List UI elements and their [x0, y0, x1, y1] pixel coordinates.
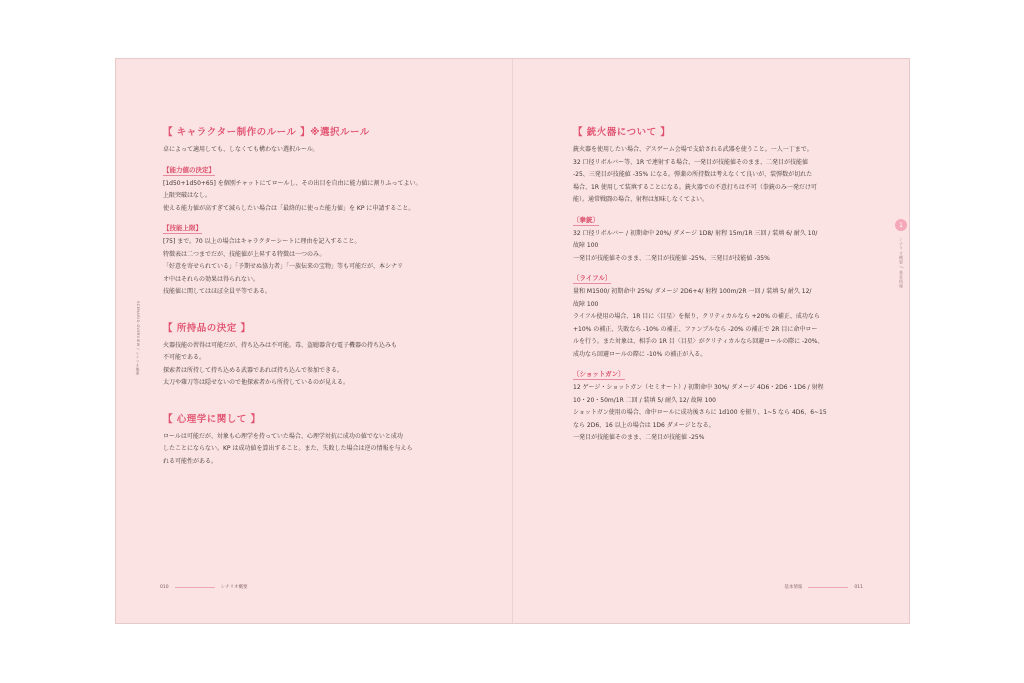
paragraph: 故障 100 [573, 242, 599, 249]
left-side-running-text: SCENARIO OVERVIEW / シナリオ概要 [136, 301, 140, 376]
paragraph: ショットガン使用の場合、命中ロールに成功後さらに 1d100 を振り、1~5 なら 4D6、6~15 [573, 409, 827, 416]
section-heading-firearms: 【 銃火器について 】 [573, 127, 671, 138]
section-heading-psychology: 【 心理学に関して 】 [163, 413, 261, 425]
subheading-skill-cap: 【技能上限】 [163, 224, 202, 232]
paragraph: ライフル使用の場合、1R 目に〈目星〉を振り、クリティカルなら +20% の補正、成功なら [573, 313, 820, 320]
left-page-content [163, 124, 463, 468]
folio-rule [175, 587, 215, 588]
paragraph: なら 2D6、16 以上の場合は 1D6 ダメージとなる。 [573, 421, 715, 429]
folio-label: 基本情報 [784, 585, 803, 590]
right-page-content [573, 124, 873, 445]
left-folio [160, 584, 248, 590]
paragraph: 一発目が技能値そのまま、二発目が技能値 -25%、三発目が技能値 -35% [573, 254, 770, 262]
paragraph: ルを行う。また対象は、相手の 1R 目〈目星〉がクリティカルなら回避ロールの際に -20%、 [573, 338, 824, 345]
paragraph: 太刀や薙刀等は隠せないので他探索者から所持しているのが見える。 [163, 379, 350, 386]
folio-rule [808, 587, 848, 588]
subheading-rifle: 〔ライフル〕 [573, 274, 612, 282]
paragraph: 探索者は所持して持ち込める武器であれば持ち込んで参加できる。 [163, 366, 344, 374]
paragraph: [75] まで。70 以上の場合はキャラクターシートに理由を記入すること。 [163, 238, 361, 245]
chapter-tab-label: シナリオ概要 / 基本情報 [899, 237, 904, 289]
folio-label: シナリオ概要 [220, 585, 248, 590]
paragraph: 32 口径リボルバー / 初期命中 20%/ ダメージ 1D8/ 射程 15m/1R 三回 / 装填 6/ 耐久 10/ [573, 229, 818, 237]
paragraph: れる可能性がある。 [163, 457, 218, 465]
paragraph: 場合、1R 使用して装填することになる。銃火器での不意打ちは不可（拳銃のみ一発だけ可 [573, 183, 817, 191]
paragraph: ロールは可能だが、対象も心理学を持っていた場合、心理学対抗に成功の値でないと成功 [163, 432, 403, 440]
book-spread [115, 58, 910, 624]
section-heading-character-rules: 【 キャラクター制作のルール 】※選択ルール [163, 127, 370, 138]
right-folio [784, 584, 863, 590]
paragraph: したことにならない。KP は成功値を算出すること。また、失敗した場合は逆の情報を与えら [163, 445, 413, 452]
paragraph: [1d50+1d50+65] を個別チャットにてロールし、その出目を自由に能力値に割りふってよい。 [163, 179, 422, 187]
paragraph: 12 ゲージ・ショットガン（セミオート）/ 初期命中 30%/ ダメージ 4D6・2D6・1D6 / 射程 [573, 384, 824, 391]
paragraph: 上限突破はなし。 [163, 192, 212, 199]
left-page [116, 59, 513, 623]
subheading-ability-values: 【能力値の決定】 [163, 165, 215, 174]
paragraph: 技能値に関してはほぼ全員平等である。 [163, 288, 272, 295]
subheading-pistol: 〔拳銃〕 [573, 215, 599, 224]
paragraph: 火器技能の習得は可能だが、持ち込みは不可能。毒、盗聴器含む電子機器の持ち込みも [163, 341, 398, 349]
paragraph: オ中はそれらの効果は得られない。 [163, 275, 260, 283]
paragraph: 能）。通常戦闘の場合、射程は加味しなくてよい。 [573, 196, 709, 203]
paragraph: 「好意を寄せられている」「予期せぬ協力者」「一族伝来の宝物」等も可能だが、本シナリ [163, 263, 404, 270]
paragraph: 故障 100 [573, 300, 599, 308]
paragraph: +10% の補正、失敗なら -10% の補正、ファンブルなら -20% の補正で 2R 目に命中ロー [573, 325, 818, 333]
paragraph: 使える能力値が高すぎて減らしたい場合は「最終的に使った能力値」を KP に申請すること。 [163, 204, 415, 212]
paragraph: 量和 M1500/ 初期命中 25%/ ダメージ 2D6+4/ 射程 100m/2R 一回 / 装填 5/ 耐久 12/ [573, 288, 812, 295]
paragraph: 卓によって適用しても、しなくても構わない選択ルール。 [163, 146, 319, 153]
page-number: 011 [854, 584, 863, 590]
right-page [513, 59, 911, 623]
paragraph: 特徴表は二つまでだが、技能値が上昇する特徴は一つのみ。 [163, 250, 326, 258]
section-heading-belongings: 【 所持品の決定 】 [163, 322, 251, 334]
chapter-tab [891, 219, 911, 289]
paragraph: 銃火器を使用したい場合、デスゲーム会場で支給される武器を使うこと。一人一丁まで。 [573, 146, 813, 153]
paragraph: 成功なら回避ロールの際に -10% の補正が入る。 [573, 350, 707, 358]
chapter-number-badge: 1 [895, 219, 907, 231]
subheading-shotgun: 〔ショットガン〕 [573, 370, 625, 378]
paragraph: 一発目が技能値そのまま、二発目が技能値 -25% [573, 434, 705, 441]
paragraph: 10・20・50m/1R 二回 / 装填 5/ 耐久 12/ 故障 100 [573, 396, 716, 404]
paragraph: 不可能である。 [163, 354, 206, 361]
paragraph: 32 口径リボルバー等、1R で連射する場合、一発目が技能値そのまま、二発目が技能値 [573, 158, 809, 166]
page-number: 010 [160, 584, 169, 590]
paragraph: -25、三発目が技能値 -35% になる。弾薬の所持数は考えなくて良いが、装弾数が切れた [573, 171, 813, 178]
